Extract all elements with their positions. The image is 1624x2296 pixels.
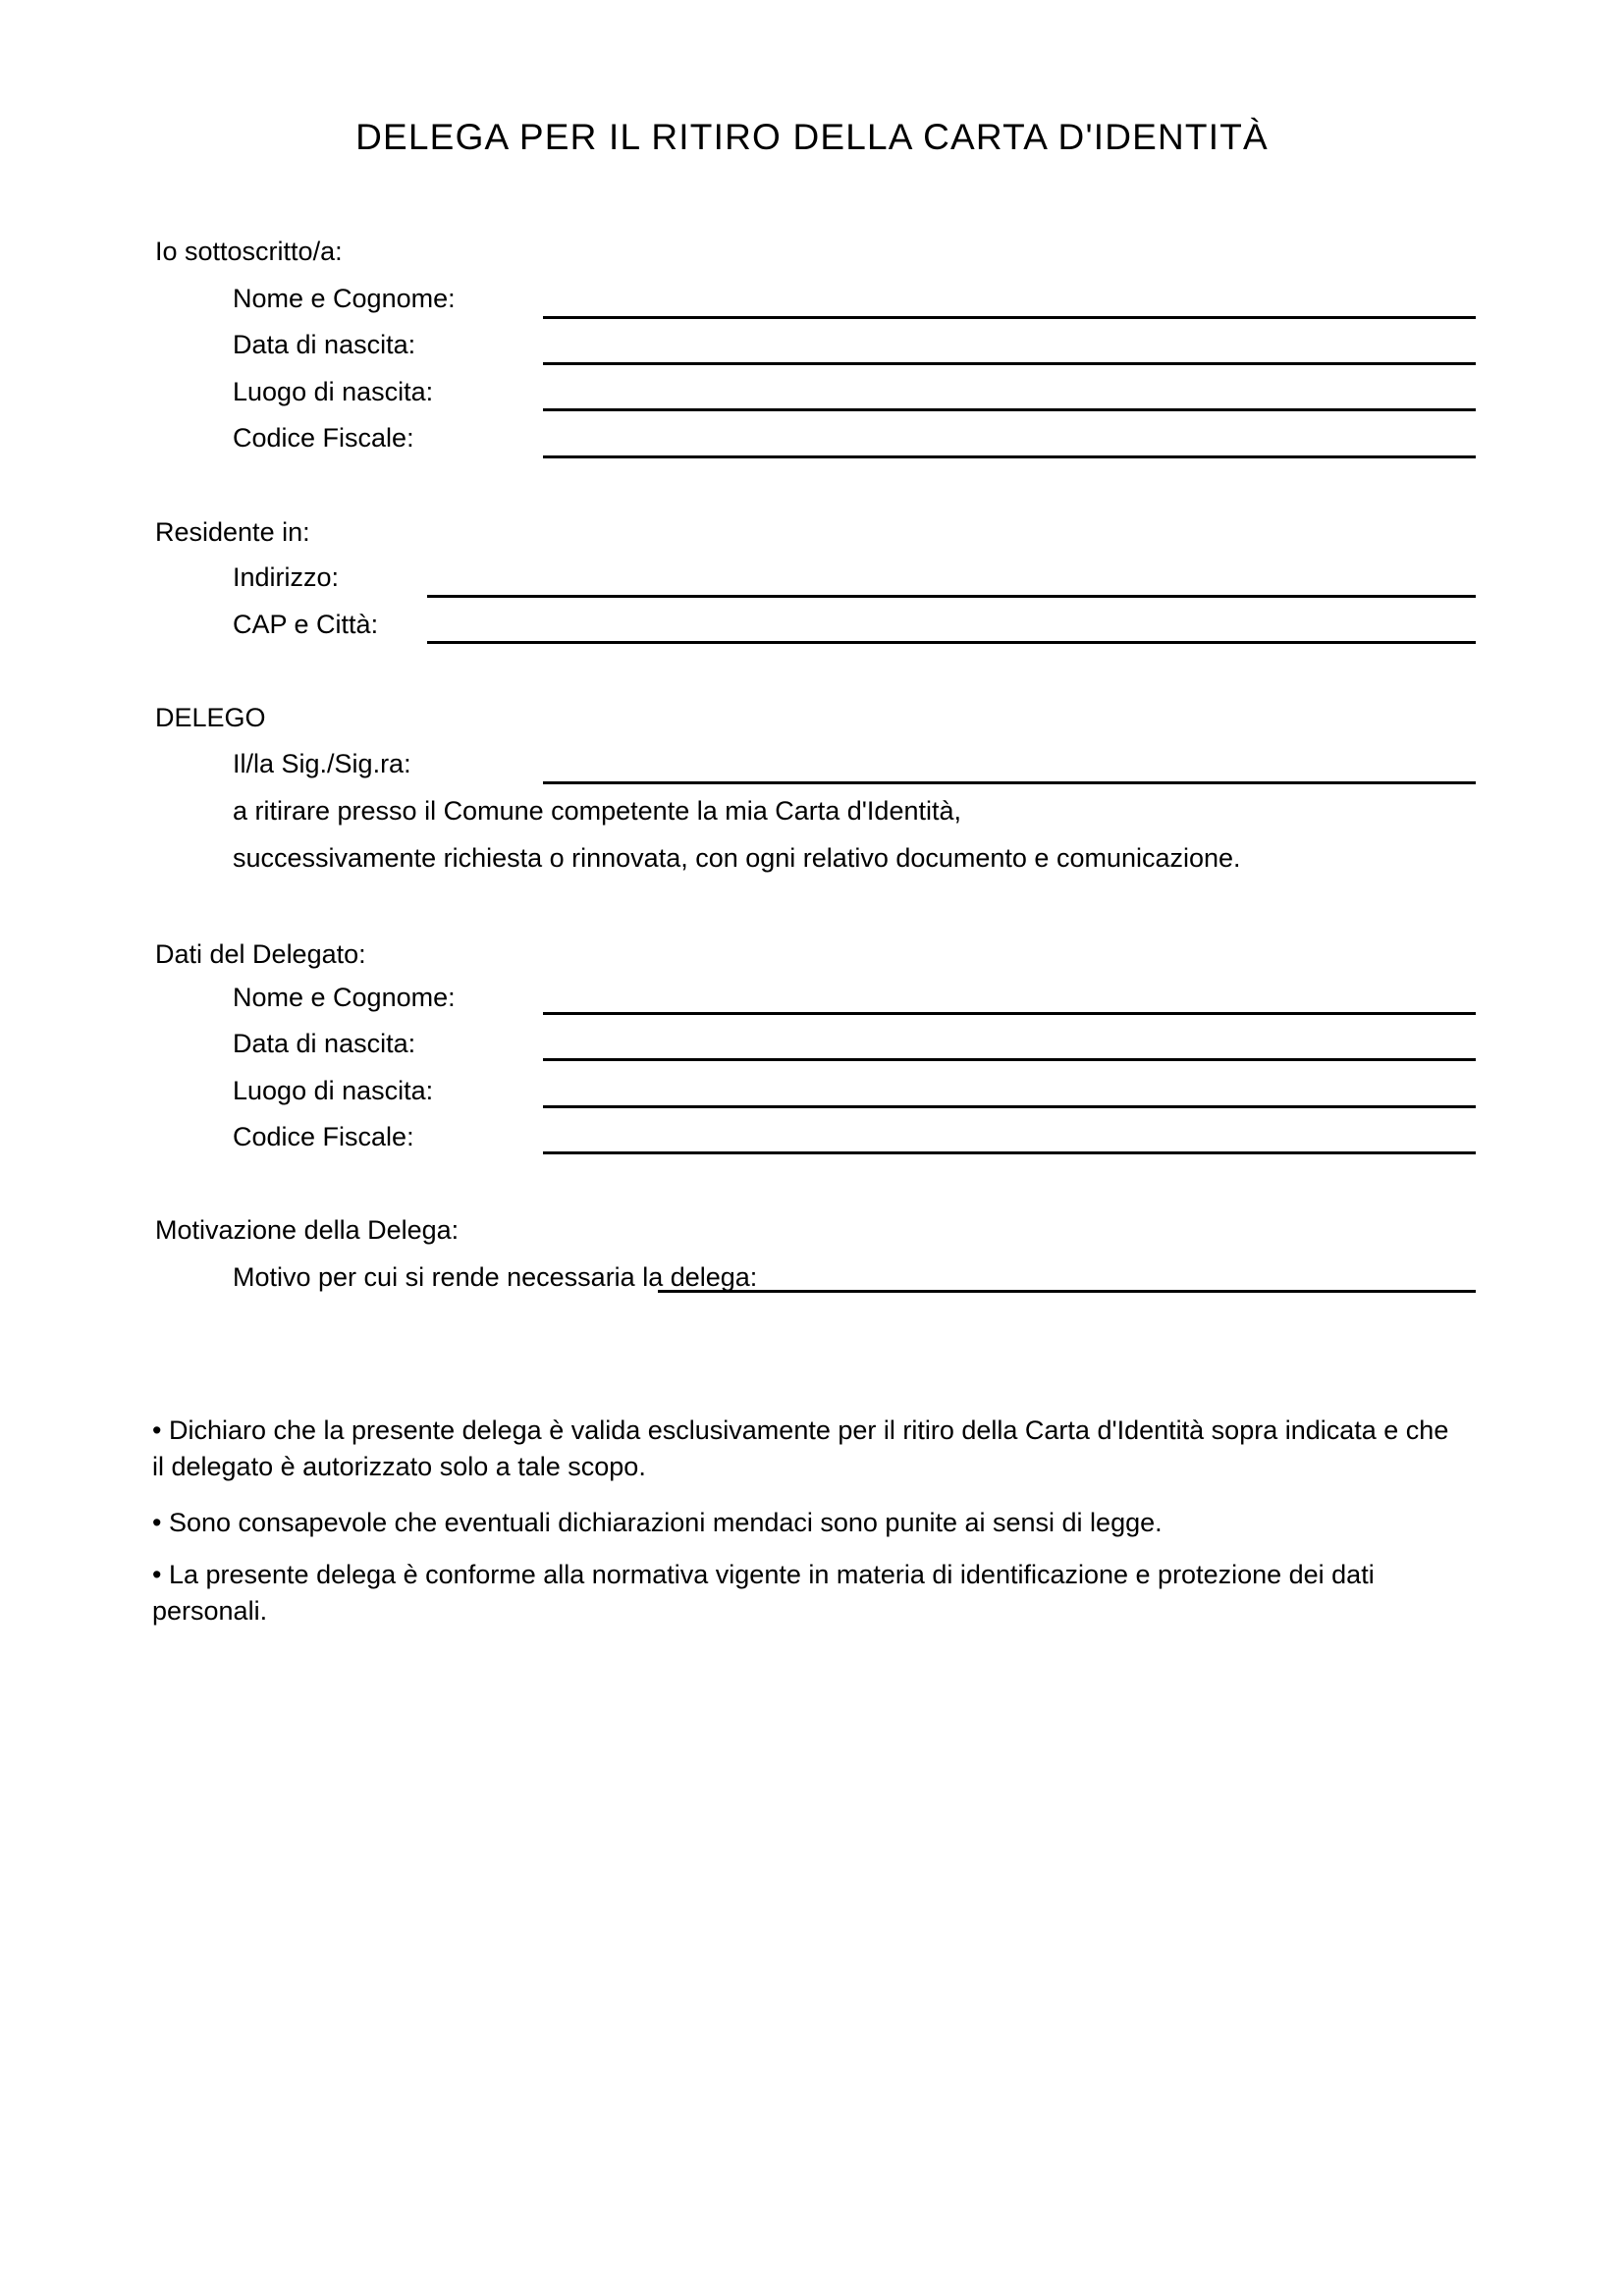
section-heading-delegation: DELEGO (155, 703, 266, 732)
applicant-codice-fiscale-line[interactable] (543, 423, 1476, 458)
motivation-motivo-line[interactable] (658, 1257, 1476, 1293)
applicant-nome-cognome-label: Nome e Cognome: (233, 284, 456, 313)
applicant-data-nascita-line[interactable] (543, 330, 1476, 365)
applicant-luogo-nascita-line[interactable] (543, 376, 1476, 411)
residence-indirizzo-line[interactable] (427, 562, 1476, 598)
delegation-body-line-1: a ritirare presso il Comune competente la mia Carta d'Identità, (233, 796, 961, 826)
delegation-body-line-2: successivamente richiesta o rinnovata, con ogni relativo documento e comunicazione. (233, 843, 1241, 873)
applicant-codice-fiscale-label: Codice Fiscale: (233, 423, 414, 453)
delegate-nome-cognome-line[interactable] (543, 980, 1476, 1015)
delegate-nome-cognome-label: Nome e Cognome: (233, 983, 456, 1012)
delegate-codice-fiscale-line[interactable] (543, 1119, 1476, 1154)
document-title: DELEGA PER IL RITIRO DELLA CARTA D'IDENTITÀ (355, 117, 1269, 157)
delegation-sig-line[interactable] (543, 749, 1476, 784)
residence-cap-citta-line[interactable] (427, 609, 1476, 644)
section-heading-residence: Residente in: (155, 517, 310, 547)
applicant-luogo-nascita-label: Luogo di nascita: (233, 377, 434, 406)
motivation-motivo-label: Motivo per cui si rende necessaria la delega: (233, 1262, 758, 1292)
declaration-validity: • Dichiaro che la presente delega è valida esclusivamente per il ritiro della Carta d'Identità sopra indicata e che il delegato è autorizzato solo a tale scopo. (152, 1415, 1449, 1481)
delegate-codice-fiscale-label: Codice Fiscale: (233, 1122, 414, 1151)
declaration-mendaci: • Sono consapevole che eventuali dichiarazioni mendaci sono punite ai sensi di legge. (152, 1508, 1163, 1537)
residence-cap-citta-label: CAP e Città: (233, 610, 379, 639)
section-heading-delegate: Dati del Delegato: (155, 939, 366, 969)
delegation-sig-label: Il/la Sig./Sig.ra: (233, 749, 411, 778)
declaration-privacy: • La presente delega è conforme alla normativa vigente in materia di identificazione e protezione dei dati personali. (152, 1560, 1375, 1626)
section-heading-applicant: Io sottoscritto/a: (155, 237, 343, 266)
delegate-luogo-nascita-line[interactable] (543, 1073, 1476, 1108)
residence-indirizzo-label: Indirizzo: (233, 562, 340, 592)
delegate-data-nascita-line[interactable] (543, 1026, 1476, 1061)
applicant-data-nascita-label: Data di nascita: (233, 330, 416, 359)
delegate-data-nascita-label: Data di nascita: (233, 1029, 416, 1058)
delegate-luogo-nascita-label: Luogo di nascita: (233, 1076, 434, 1105)
applicant-nome-cognome-line[interactable] (543, 284, 1476, 319)
section-heading-motivation: Motivazione della Delega: (155, 1215, 460, 1245)
